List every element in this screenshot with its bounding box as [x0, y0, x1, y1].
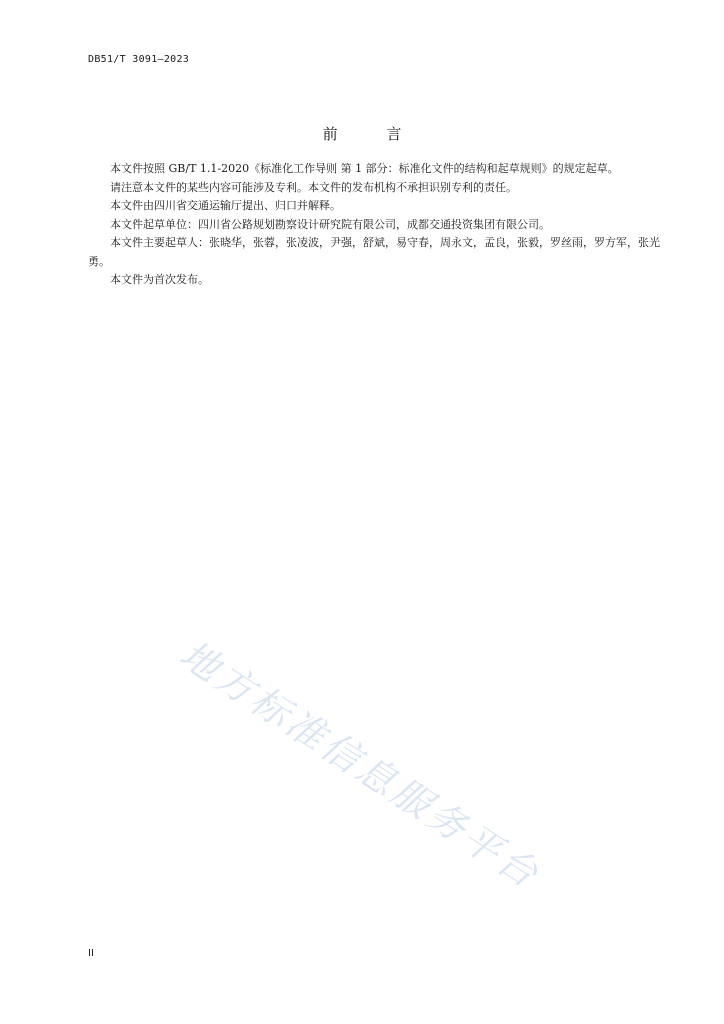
page-number: II — [88, 948, 94, 959]
paragraph-drafting-units: 本文件起草单位：四川省公路规划勘察设计研究院有限公司，成都交通投资集团有限公司。 — [110, 217, 550, 231]
foreword-title: 前 言 — [322, 125, 424, 143]
paragraph-drafting-rules: 本文件按照 GB/T 1.1-2020《标准化工作导则 第 1 部分：标准化文件的结构和起草规则》的规定起草。 — [110, 162, 619, 175]
paragraph-first-release: 本文件为首次发布。 — [110, 273, 209, 286]
paragraph-patent-notice: 请注意本文件的某些内容可能涉及专利。本文件的发布机构不承担识别专利的责任。 — [110, 180, 517, 194]
paragraph-proposer: 本文件由四川省交通运输厅提出、归口并解释。 — [110, 199, 341, 212]
standard-code: DB51/T 3091—2023 — [88, 54, 190, 65]
watermark: 地方标准信息服务平台 — [172, 631, 549, 898]
paragraph-drafters: 本文件主要起草人：张晓华，张蓉，张凌波，尹强，舒斌，易守春，周永文，孟良，张毅，罗丝雨，罗方军，张光勇。 — [88, 236, 660, 268]
foreword-body — [88, 160, 660, 290]
